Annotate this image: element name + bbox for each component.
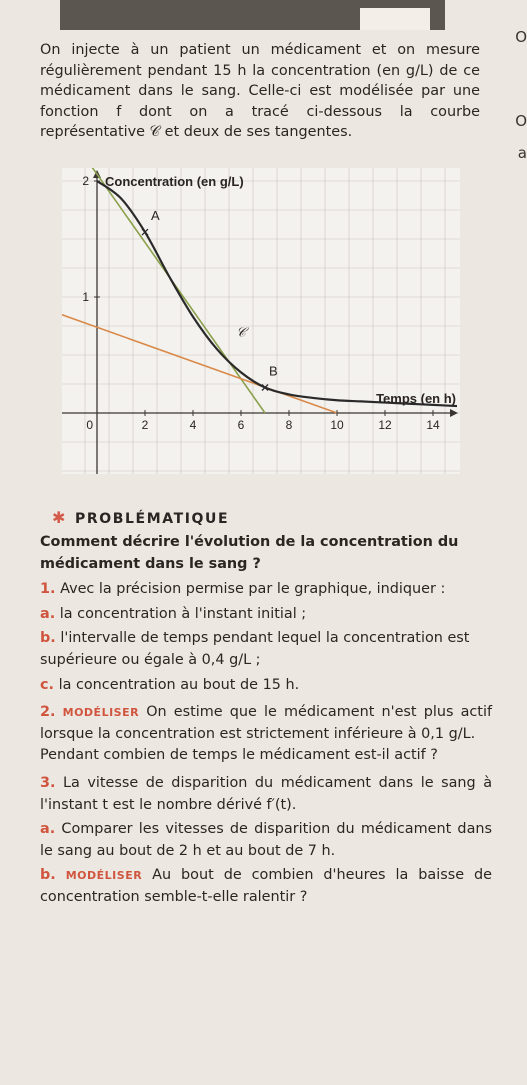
q1b-text: l'intervalle de temps pendant lequel la concentration est supérieure ou égale à 0,4 g/L ; xyxy=(40,630,470,668)
point-b-label: B xyxy=(269,363,278,379)
asterisk-icon: ✱ xyxy=(52,508,68,527)
q3b-tag: MODÉLISER xyxy=(65,869,143,883)
q1c-line xyxy=(40,675,492,697)
x-tick-label: 8 xyxy=(285,418,293,432)
curve-label: 𝒞 xyxy=(236,324,246,340)
tangent-at-b xyxy=(62,314,337,413)
q2-line xyxy=(40,702,492,745)
q1a-text: la concentration à l'instant initial ; xyxy=(59,605,307,622)
q3a-line xyxy=(40,819,492,862)
q3a-text: Comparer les vitesses de disparition du médicament dans le sang au bout de 2 h et au bout de 7 h. xyxy=(40,821,493,859)
q1b-letter: b. xyxy=(40,630,56,647)
x-axis-label: Temps (en h) xyxy=(376,391,456,406)
q1b-line xyxy=(40,628,492,671)
q3b-text: Au bout de combien d'heures la baisse de concentration semble-t-elle ralentir ? xyxy=(40,867,493,905)
q3-text: La vitesse de disparition du médicament dans le sang à l'instant t est le nombre dérivé f′(t). xyxy=(40,774,493,813)
x-tick-label: 6 xyxy=(237,418,245,432)
q1a-letter: a. xyxy=(40,605,56,622)
q3-line xyxy=(40,773,492,816)
photo-top-strip xyxy=(60,0,445,30)
q3b-letter: b. xyxy=(40,867,56,884)
q1c-letter: c. xyxy=(40,676,54,693)
q2-text: On estime que le médicament n'est plus actif lorsque la concentration est strictement inférieure à 0,1 g/L. xyxy=(40,704,493,742)
section-title xyxy=(52,508,229,527)
margin-letter-1: O xyxy=(515,28,527,46)
q3a-letter: a. xyxy=(40,821,56,838)
x-tick-label: 2 xyxy=(141,418,149,432)
point-a-label: A xyxy=(151,208,160,224)
concentration-chart xyxy=(62,168,460,474)
graph-figure xyxy=(62,168,460,474)
x-tick-label: 12 xyxy=(378,418,392,432)
origin-label: 0 xyxy=(86,418,93,432)
q2-number: 2. xyxy=(40,704,56,721)
q3-number: 3. xyxy=(40,774,56,791)
y-tick-label: 2 xyxy=(82,174,89,188)
x-tick-label: 14 xyxy=(426,418,440,432)
q2-tag: MODÉLISER xyxy=(62,706,140,720)
y-tick-label: 1 xyxy=(82,290,89,304)
q1a-line xyxy=(40,604,492,626)
x-tick-label: 10 xyxy=(330,418,344,432)
q1-line xyxy=(40,579,492,601)
section-title-text: PROBLÉMATIQUE xyxy=(75,511,230,527)
margin-letter-2: O xyxy=(515,112,527,130)
q3b-line xyxy=(40,865,492,908)
margin-letter-3: a xyxy=(517,144,527,162)
q1-text: Avec la précision permise par le graphique, indiquer : xyxy=(60,581,446,598)
x-tick-label: 4 xyxy=(189,418,197,432)
problematique-question: Comment décrire l'évolution de la concentration du médicament dans le sang ? xyxy=(40,534,459,572)
q1c-text: la concentration au bout de 15 h. xyxy=(58,676,300,693)
intro-text: On injecte à un patient un médicament et on mesure régulièrement pendant 15 h la concentration (en g/L) de ce médicament dans le sang. Celle-ci est modélisée par une fonction f dont on a tracé ci-dessous la courbe représentative 𝒞 et deux de ses tangentes. xyxy=(40,42,480,141)
problem-body xyxy=(40,532,492,909)
q2-line2: Pendant combien de temps le médicament est-il actif ? xyxy=(40,747,438,764)
y-axis-label: Concentration (en g/L) xyxy=(105,174,244,189)
x-axis-arrow xyxy=(450,409,458,417)
q1-number: 1. xyxy=(40,581,56,598)
